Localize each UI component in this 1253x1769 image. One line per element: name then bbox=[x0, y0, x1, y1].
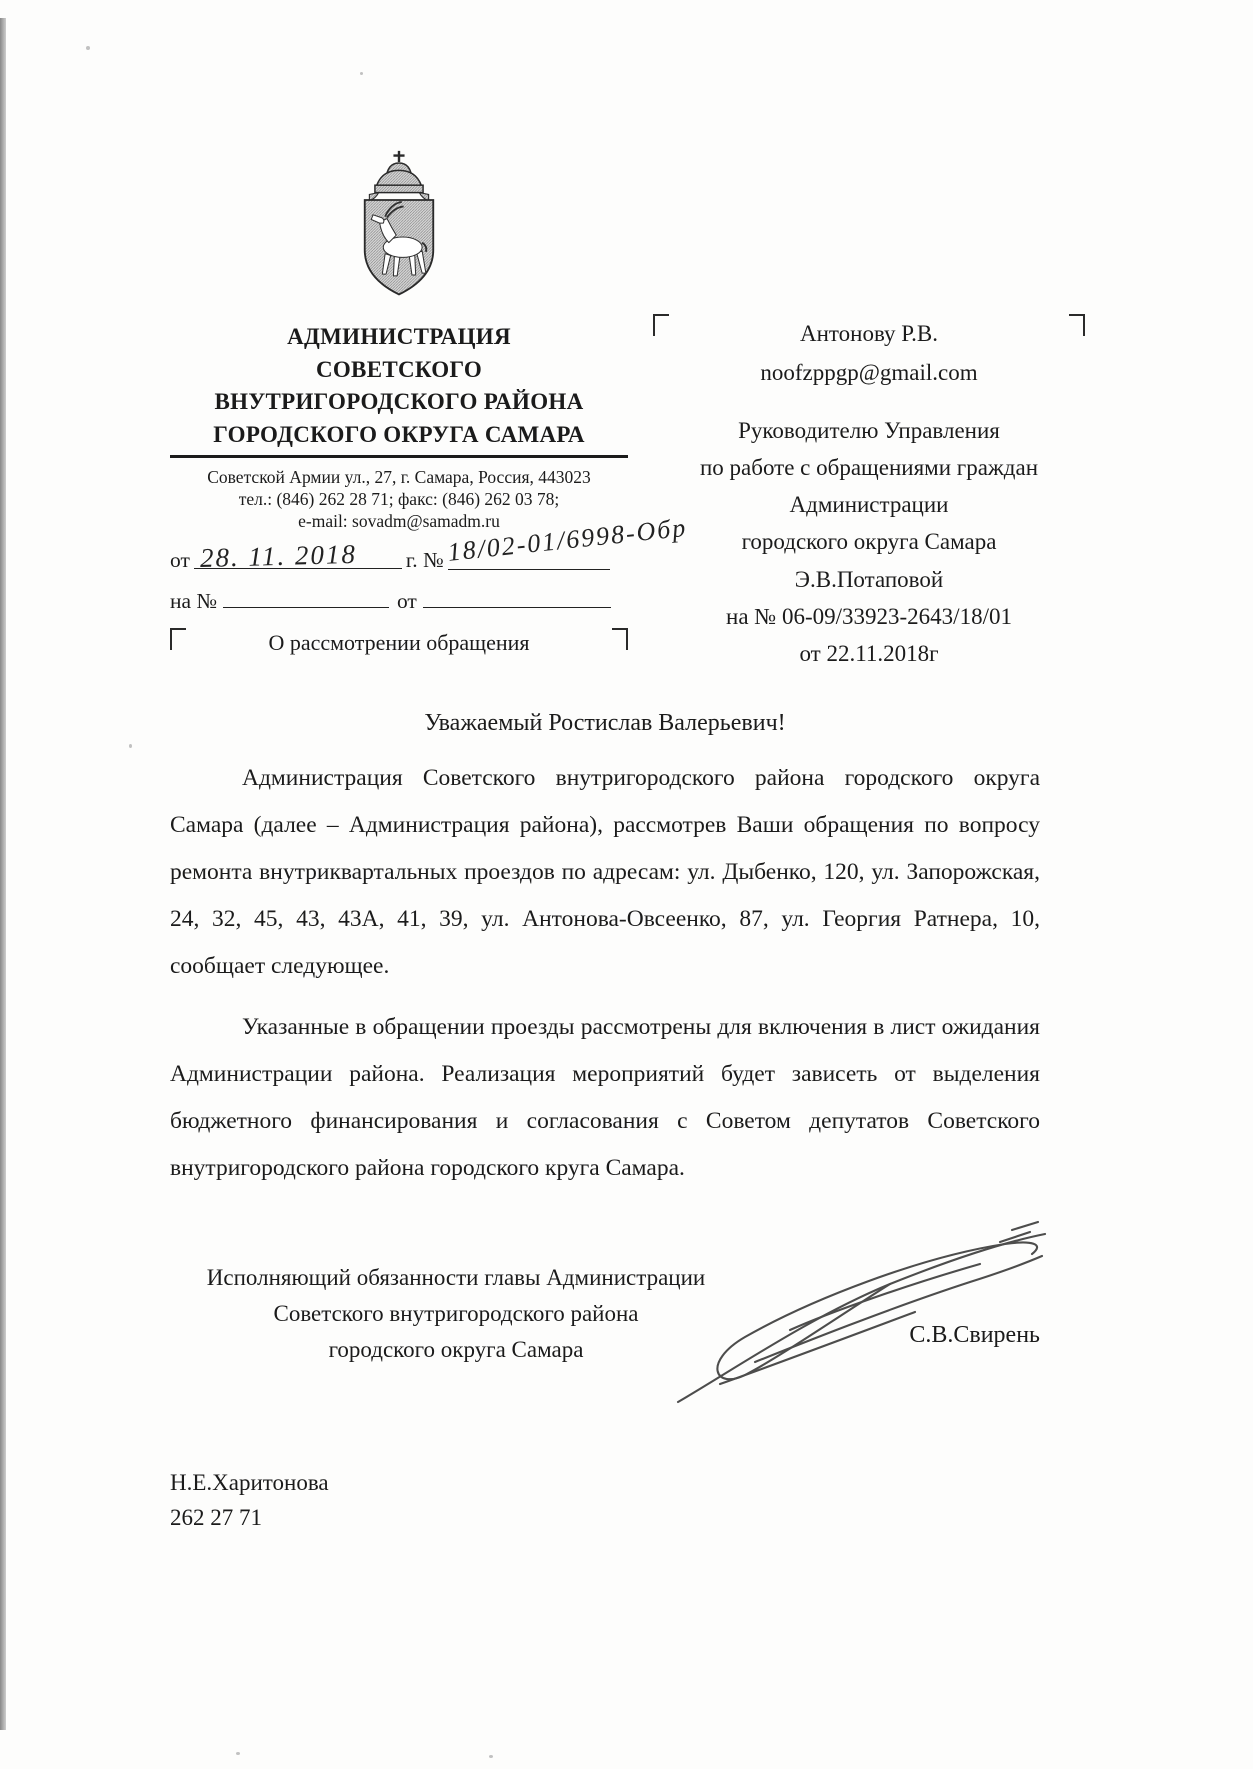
recipient-address-line: Руководителю Управления bbox=[738, 417, 1000, 443]
address-line: Советской Армии ул., 27, г. Самара, Россия, 443023 bbox=[207, 466, 591, 487]
incoming-ref-label: на № bbox=[170, 588, 217, 613]
signer-title-line: Исполняющий обязанности главы Администрации bbox=[206, 1265, 706, 1291]
salutation: Уважаемый Ростислав Валерьевич! bbox=[424, 710, 786, 737]
handwritten-date: 28. 11. 2018 bbox=[199, 538, 358, 573]
letterhead-left-column bbox=[170, 150, 689, 672]
incoming-date-blank bbox=[423, 582, 611, 608]
scan-artifact-edge bbox=[0, 18, 6, 1730]
organization-address bbox=[170, 466, 628, 532]
recipient-block bbox=[653, 314, 1085, 672]
recipient-address-line: по работе с обращениями граждан bbox=[699, 454, 1039, 480]
signer-title bbox=[170, 1260, 742, 1368]
address-line: тел.: (846) 262 28 71; факс: (846) 262 03 78; bbox=[238, 488, 560, 509]
outgoing-number-blank bbox=[445, 512, 689, 570]
signer-name: С.В.Свирень bbox=[909, 1322, 1040, 1349]
executor-phone: 262 27 71 bbox=[170, 1505, 262, 1531]
handwritten-number: 18/02-01/6998-Обр bbox=[445, 512, 689, 567]
outgoing-number-label: г. № bbox=[405, 547, 444, 572]
corner-mark-left-icon bbox=[170, 628, 186, 650]
recipient-address-line: Э.В.Потаповой bbox=[794, 566, 944, 592]
handwritten-signature-icon bbox=[660, 1212, 1070, 1422]
executor-contact bbox=[170, 1465, 1040, 1536]
org-name-line: ГОРОДСКОГО ОКРУГА САМАРА bbox=[170, 419, 628, 458]
recipient-email: noofzppgp@gmail.com bbox=[760, 360, 978, 386]
signer-title-line: Советского внутригородского района bbox=[273, 1301, 639, 1327]
corner-mark-right-icon bbox=[1069, 314, 1085, 336]
recipient-address-line: городского округа Самара bbox=[741, 529, 997, 555]
subject-row bbox=[170, 628, 628, 656]
incoming-ref-line bbox=[170, 582, 628, 614]
samara-coat-of-arms-icon bbox=[348, 150, 450, 305]
scan-artifact bbox=[236, 1752, 240, 1755]
scan-artifact bbox=[129, 744, 132, 748]
recipient-address-line: от 22.11.2018г bbox=[799, 641, 939, 666]
signature-zone bbox=[742, 1260, 1040, 1368]
incoming-from-label: от bbox=[396, 588, 417, 613]
signer-title-line: городского округа Самара bbox=[328, 1337, 584, 1363]
org-name-line: СОВЕТСКОГО bbox=[315, 356, 483, 382]
incoming-ref-blank bbox=[223, 582, 389, 608]
body-paragraph-1: Администрация Советского внутригородского района городского округа Самара (далее – Администрация района), рассмотрев Ваши обращения по вопросу ремонта внутриквартальных проездов по адресам: ул. Дыбенко, 120, ул. Запорожская, 24, 32, 45, 43, 43А, 41, 39, ул. Антонова-Овсеенко, 87, ул. Георгия Ратнера, 10, сообщает следующее. bbox=[170, 765, 1040, 980]
subject-text: О рассмотрении обращения bbox=[268, 629, 530, 655]
org-name-line: АДМИНИСТРАЦИЯ bbox=[287, 324, 511, 349]
signature-block bbox=[170, 1260, 1040, 1368]
corner-mark-right-icon bbox=[612, 628, 628, 650]
letterhead bbox=[170, 150, 1085, 672]
scan-artifact bbox=[86, 46, 90, 50]
executor-name: Н.Е.Харитонова bbox=[170, 1469, 329, 1495]
outgoing-date-blank bbox=[194, 538, 402, 573]
organization-name bbox=[170, 321, 628, 458]
scan-artifact bbox=[489, 1755, 493, 1758]
address-line: e-mail: sovadm@samadm.ru bbox=[298, 510, 500, 531]
scan-artifact bbox=[360, 72, 363, 75]
recipient-address-line: Администрации bbox=[789, 492, 949, 517]
recipient-name: Антонову Р.В. bbox=[799, 321, 939, 346]
letter-body bbox=[170, 710, 1040, 1192]
recipient-address-line: на № 06-09/33923-2643/18/01 bbox=[726, 603, 1012, 629]
outgoing-from-label: от bbox=[170, 547, 190, 572]
corner-mark-left-icon bbox=[653, 314, 669, 336]
body-paragraph-2: Указанные в обращении проезды рассмотрены для включения в лист ожидания Администрации района. Реализация мероприятий будет зависеть от выделения бюджетного финансирования и согласования с Советом депутатов Советского внутригородского района городского круга Самара. bbox=[170, 1014, 1040, 1182]
recipient-name-row bbox=[653, 314, 1085, 352]
org-name-line: ВНУТРИГОРОДСКОГО РАЙОНА bbox=[214, 389, 584, 415]
